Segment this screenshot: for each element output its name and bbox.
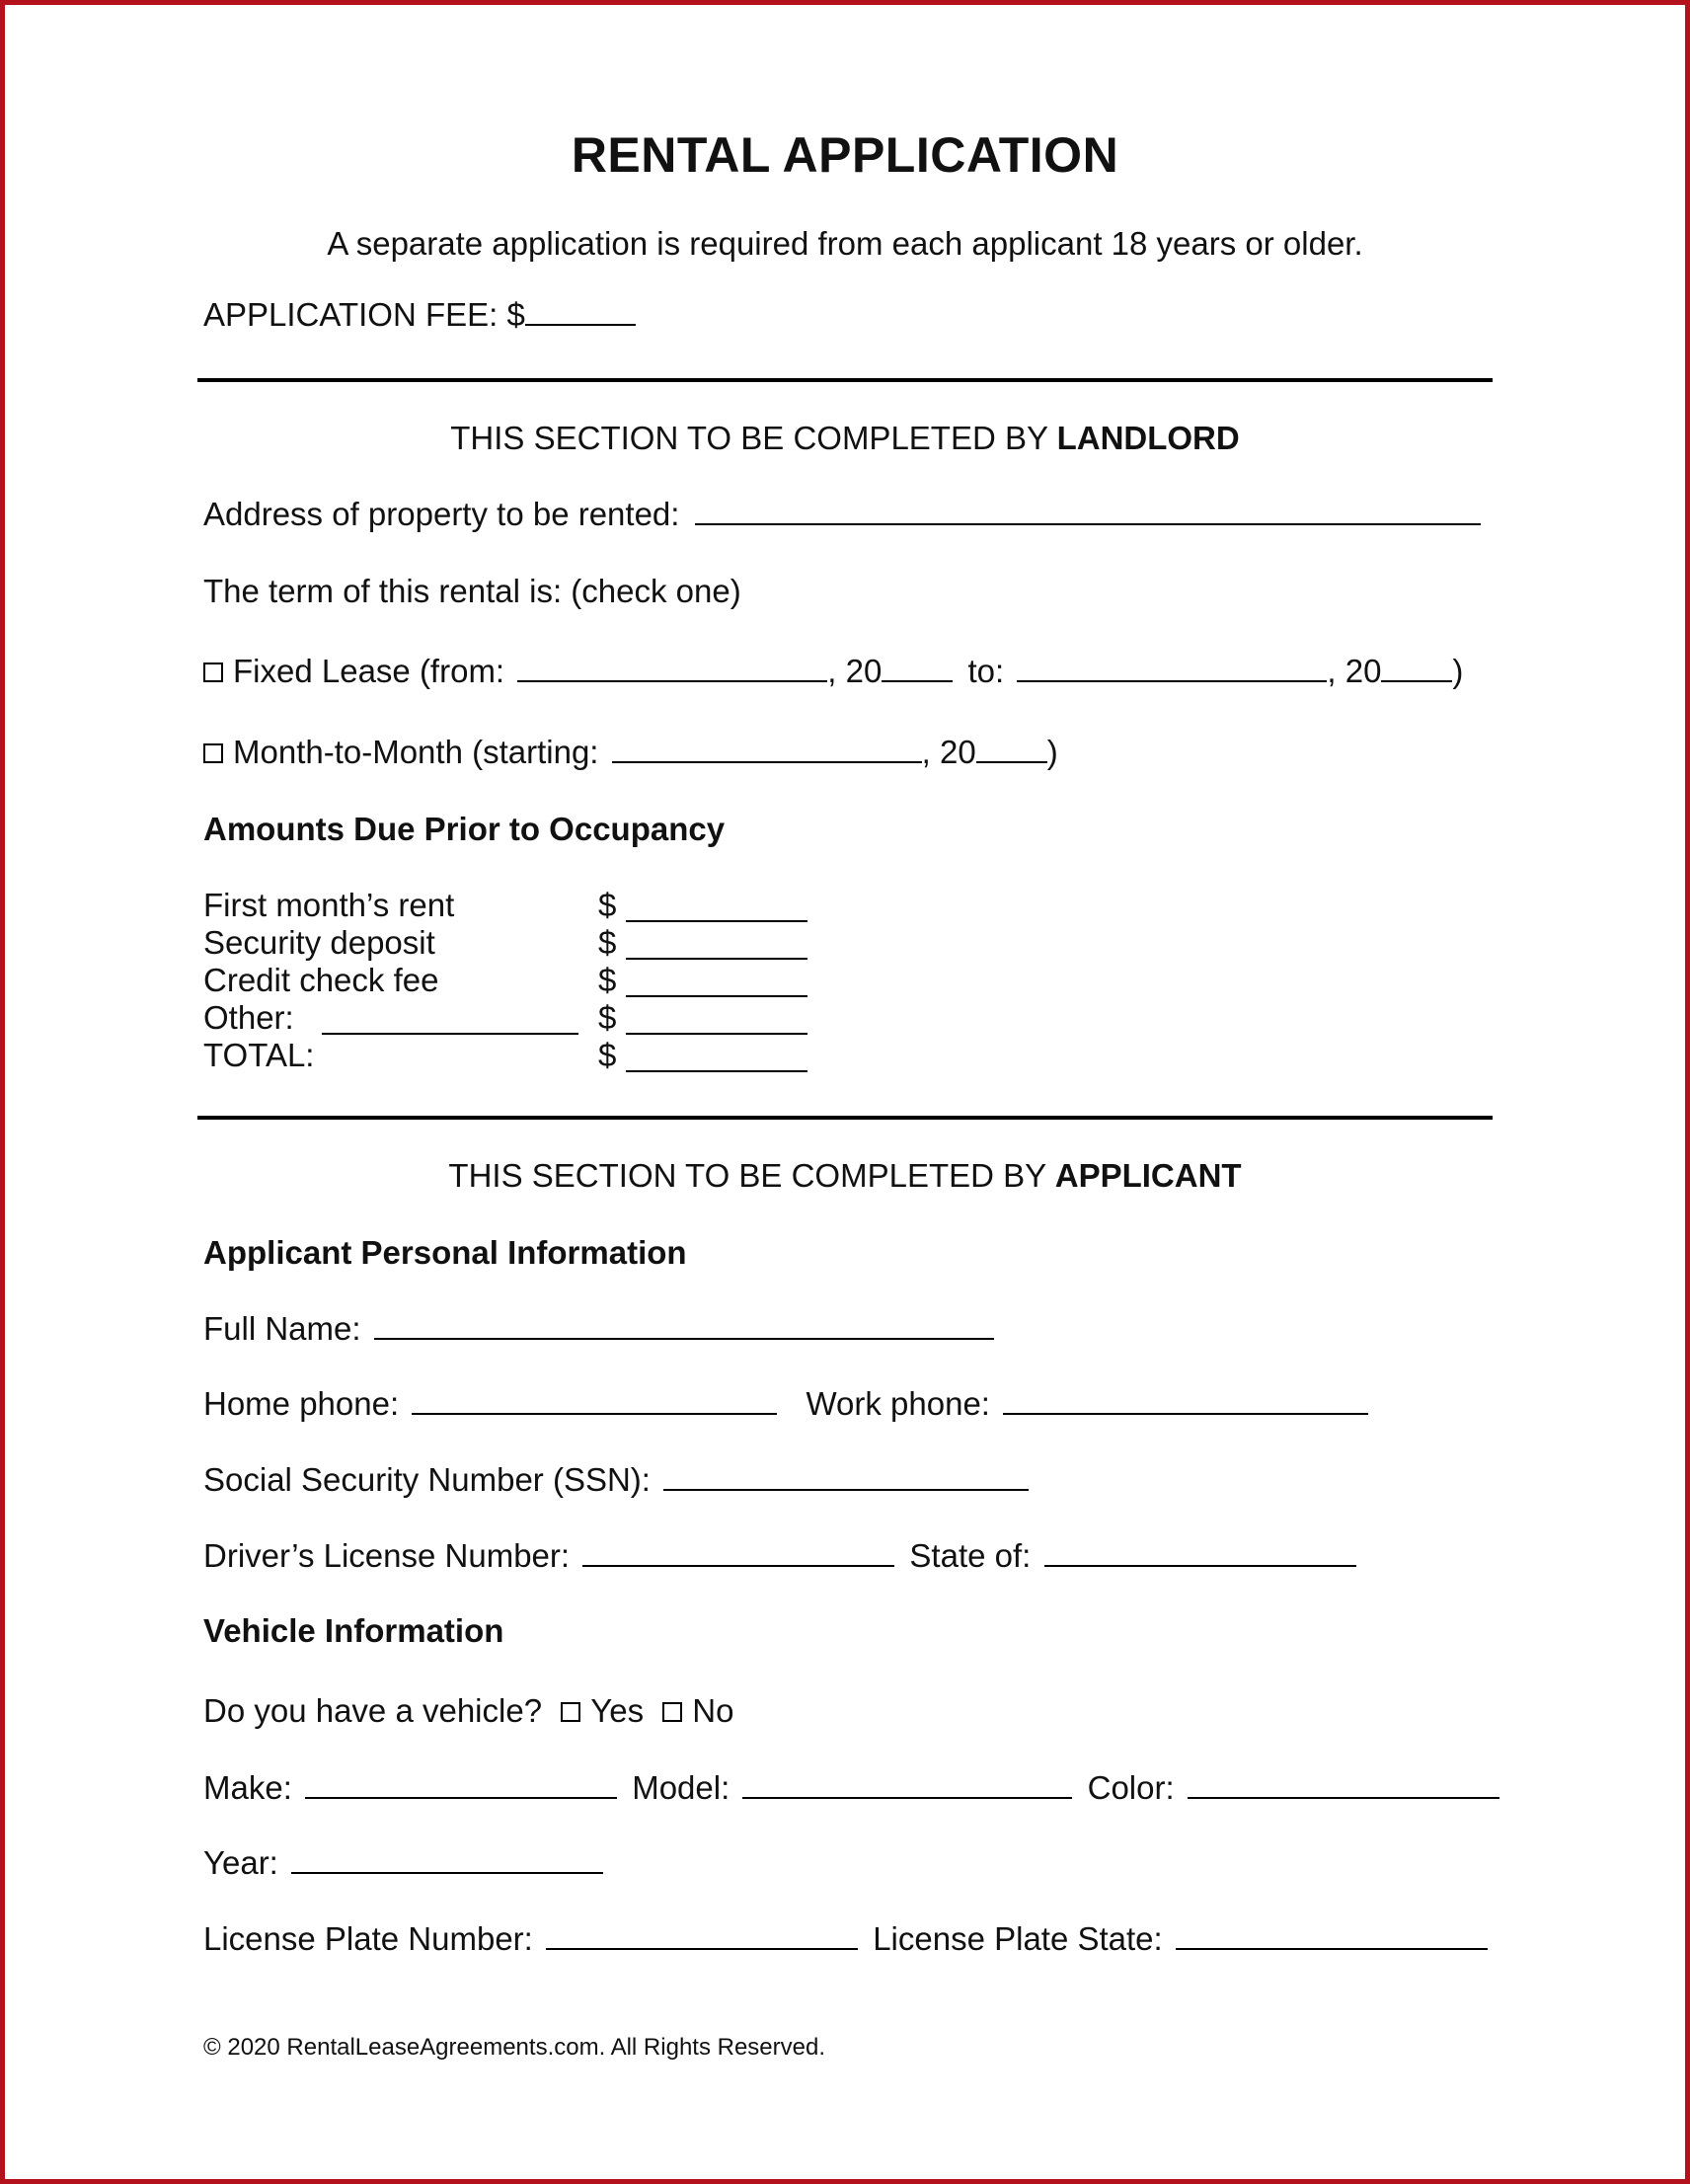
landlord-heading-bold: LANDLORD	[1056, 420, 1240, 456]
fixed-lease-to-field[interactable]	[1017, 653, 1327, 682]
full-name-label: Full Name:	[203, 1310, 361, 1347]
amount-currency-security-deposit: $	[598, 924, 617, 961]
color-field[interactable]	[1188, 1769, 1499, 1799]
plate-number-field[interactable]	[546, 1920, 858, 1950]
section-divider-1	[197, 378, 1493, 382]
applicant-section-heading	[0, 1157, 1690, 1195]
ssn-row	[203, 1461, 1029, 1499]
drivers-license-row	[203, 1537, 1356, 1575]
year-row	[203, 1844, 603, 1882]
amount-label-credit-check: Credit check fee	[203, 962, 439, 998]
amount-field-security-deposit[interactable]	[626, 930, 807, 960]
full-name-row	[203, 1310, 994, 1348]
amount-label-first-month: First month’s rent	[203, 887, 455, 923]
drivers-license-label: Driver’s License Number:	[203, 1537, 571, 1574]
model-field[interactable]	[742, 1769, 1072, 1799]
fixed-lease-to-year-field[interactable]	[1381, 653, 1452, 682]
month-to-month-close: )	[1046, 734, 1058, 770]
vehicle-info-heading: Vehicle Information	[203, 1612, 504, 1649]
amount-currency-total: $	[598, 1037, 617, 1073]
amount-field-first-month[interactable]	[626, 893, 807, 922]
plate-state-field[interactable]	[1176, 1920, 1488, 1950]
drivers-license-field[interactable]	[582, 1537, 894, 1567]
month-to-month-year-prefix: , 20	[921, 734, 976, 770]
landlord-heading-prefix: THIS SECTION TO BE COMPLETED BY	[450, 420, 1057, 456]
model-label: Model:	[632, 1769, 730, 1806]
address-field[interactable]	[695, 496, 1481, 525]
month-to-month-row	[203, 734, 1058, 771]
vehicle-no-checkbox[interactable]	[662, 1702, 682, 1722]
amount-currency-first-month: $	[598, 887, 617, 923]
fixed-lease-from-field[interactable]	[517, 653, 827, 682]
copyright-footer: © 2020 RentalLeaseAgreements.com. All Rights Reserved.	[203, 2034, 826, 2061]
term-label: The term of this rental is: (check one)	[203, 573, 741, 609]
make-label: Make:	[203, 1769, 292, 1806]
month-to-month-checkbox[interactable]	[203, 743, 223, 763]
home-phone-label: Home phone:	[203, 1385, 400, 1422]
fixed-lease-from-year-field[interactable]	[882, 653, 953, 682]
application-fee-field[interactable]	[525, 296, 636, 326]
vehicle-yes-checkbox[interactable]	[561, 1702, 580, 1722]
address-label: Address of property to be rented:	[203, 496, 680, 532]
amounts-heading: Amounts Due Prior to Occupancy	[203, 811, 726, 847]
state-of-label: State of:	[909, 1537, 1032, 1574]
amount-other-description-field[interactable]	[322, 1005, 578, 1035]
year-label: Year:	[203, 1844, 278, 1881]
state-of-field[interactable]	[1044, 1537, 1356, 1567]
license-plate-row	[203, 1920, 1488, 1958]
applicant-heading-prefix: THIS SECTION TO BE COMPLETED BY	[448, 1157, 1055, 1194]
month-to-month-year-field[interactable]	[976, 734, 1047, 763]
month-to-month-label: Month-to-Month (starting:	[233, 734, 599, 770]
vehicle-yes-label: Yes	[590, 1692, 645, 1729]
amount-label-other: Other:	[203, 999, 294, 1036]
address-row	[203, 496, 1481, 533]
plate-number-label: License Plate Number:	[203, 1920, 533, 1957]
applicant-heading-bold: APPLICANT	[1054, 1157, 1242, 1194]
amount-field-total[interactable]	[626, 1043, 807, 1072]
vehicle-question-label: Do you have a vehicle?	[203, 1692, 543, 1729]
fixed-lease-year-prefix-2: , 20	[1327, 653, 1382, 689]
phone-row	[203, 1385, 1368, 1423]
fixed-lease-label: Fixed Lease (from:	[233, 653, 505, 689]
ssn-field[interactable]	[663, 1461, 1029, 1491]
home-phone-field[interactable]	[412, 1385, 777, 1415]
amount-field-other[interactable]	[626, 1005, 807, 1035]
application-fee-label: APPLICATION FEE: $	[203, 296, 525, 333]
document-subtitle: A separate application is required from each applicant 18 years or older.	[327, 225, 1363, 262]
amount-label-security-deposit: Security deposit	[203, 924, 435, 961]
amount-label-total: TOTAL:	[203, 1037, 315, 1073]
make-model-color-row	[203, 1769, 1499, 1807]
amount-field-credit-check[interactable]	[626, 968, 807, 997]
amount-currency-other: $	[598, 999, 617, 1036]
work-phone-label: Work phone:	[806, 1385, 990, 1422]
month-to-month-start-field[interactable]	[612, 734, 922, 763]
full-name-field[interactable]	[374, 1310, 994, 1340]
document-title: RENTAL APPLICATION	[571, 127, 1119, 183]
vehicle-question-row	[203, 1692, 733, 1730]
section-divider-2	[197, 1116, 1493, 1120]
personal-info-heading: Applicant Personal Information	[203, 1234, 687, 1271]
plate-state-label: License Plate State:	[873, 1920, 1163, 1957]
fixed-lease-checkbox[interactable]	[203, 663, 223, 682]
fixed-lease-to-label: to:	[967, 653, 1005, 689]
ssn-label: Social Security Number (SSN):	[203, 1461, 651, 1498]
fixed-lease-year-prefix: , 20	[827, 653, 883, 689]
work-phone-field[interactable]	[1003, 1385, 1368, 1415]
vehicle-no-label: No	[692, 1692, 734, 1729]
application-fee-row	[203, 296, 636, 334]
fixed-lease-row	[203, 653, 1463, 690]
landlord-section-heading	[0, 420, 1690, 457]
color-label: Color:	[1087, 1769, 1175, 1806]
amount-currency-credit-check: $	[598, 962, 617, 998]
fixed-lease-close: )	[1452, 653, 1464, 689]
make-field[interactable]	[305, 1769, 617, 1799]
year-field[interactable]	[291, 1844, 603, 1874]
